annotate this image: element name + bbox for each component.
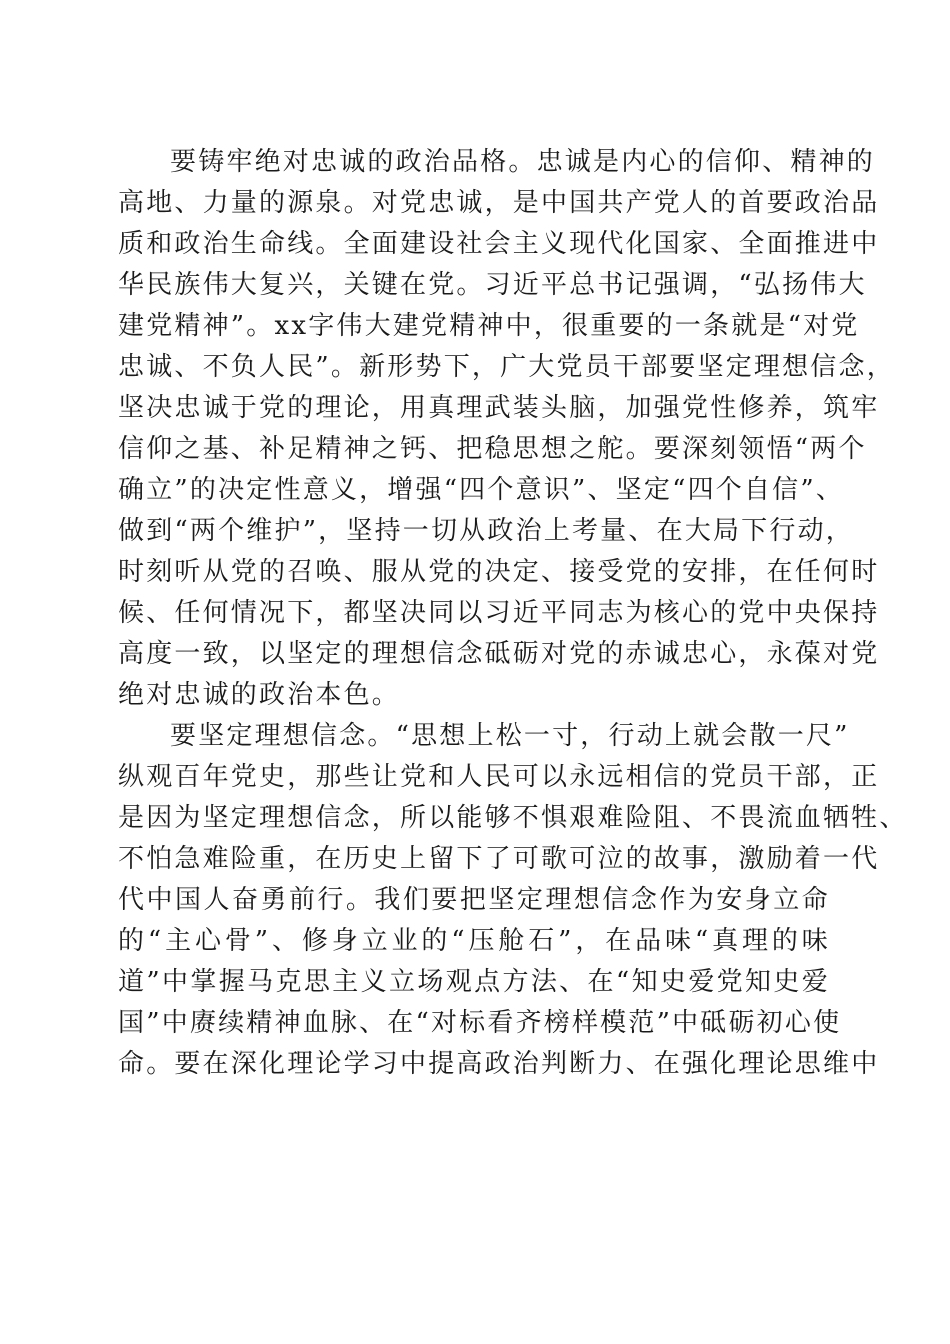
paragraph-1-line-9: 确立”的决定性意义，增强“四个意识”、坚定“四个自信”、 <box>118 475 845 505</box>
paragraph-1-line-3: 质和政治生命线。全面建设社会主义现代化国家、全面推进中 <box>118 229 880 259</box>
paragraph-1-line-2: 高地、力量的源泉。对党忠诚，是中国共产党人的首要政治品 <box>118 188 880 218</box>
paragraph-1-line-6: 忠诚、不负人民”。新形势下，广大党员干部要坚定理想信念， <box>118 352 895 382</box>
paragraph-1-line-4: 华民族伟大复兴，关键在党。习近平总书记强调，“弘扬伟大 <box>118 270 867 300</box>
paragraph-2-line-2: 纵观百年党史，那些让党和人民可以永远相信的党员干部，正 <box>118 762 880 792</box>
paragraph-2-line-7: 道”中掌握马克思主义立场观点方法、在“知史爱党知史爱 <box>118 967 830 997</box>
paragraph-2-line-6: 的“主心骨”、修身立业的“压舱石”，在品味“真理的味 <box>118 926 830 956</box>
paragraph-1-line-1: 要铸牢绝对忠诚的政治品格。忠诚是内心的信仰、精神的 <box>170 147 876 177</box>
paragraph-2-line-1: 要坚定理想信念。“思想上松一寸，行动上就会散一尺” <box>170 721 850 751</box>
paragraph-2-line-5: 代中国人奋勇前行。我们要把坚定理想信念作为安身立命 <box>118 885 830 915</box>
paragraph-1-line-7: 坚决忠诚于党的理论，用真理武装头脑，加强党性修养，筑牢 <box>118 393 880 423</box>
paragraph-2-line-8: 国”中赓续精神血脉、在“对标看齐榜样模范”中砥砺初心使 <box>118 1008 842 1038</box>
paragraph-2-line-9: 命。要在深化理论学习中提高政治判断力、在强化理论思维中 <box>118 1049 880 1079</box>
paragraph-2-line-3: 是因为坚定理想信念，所以能够不惧艰难险阻、不畏流血牺牲、 <box>118 803 908 833</box>
paragraph-1-line-8: 信仰之基、补足精神之钙、把稳思想之舵。要深刻领悟“两个 <box>118 434 867 464</box>
paragraph-1-line-12: 候、任何情况下，都坚决同以习近平同志为核心的党中央保持 <box>118 598 880 628</box>
paragraph-1-line-14: 绝对忠诚的政治本色。 <box>118 680 401 710</box>
paragraph-1-line-5: 建党精神”。xx字伟大建党精神中，很重要的一条就是“对党 <box>118 311 860 341</box>
paragraph-1-line-13: 高度一致，以坚定的理想信念砥砺对党的赤诚忠心，永葆对党 <box>118 639 880 669</box>
paragraph-1-line-11: 时刻听从党的召唤、服从党的决定、接受党的安排，在任何时 <box>118 557 880 587</box>
paragraph-2-line-4: 不怕急难险重，在历史上留下了可歌可泣的故事，激励着一代 <box>118 844 880 874</box>
paragraph-1-line-10: 做到“两个维护”，坚持一切从政治上考量、在大局下行动， <box>118 516 854 546</box>
